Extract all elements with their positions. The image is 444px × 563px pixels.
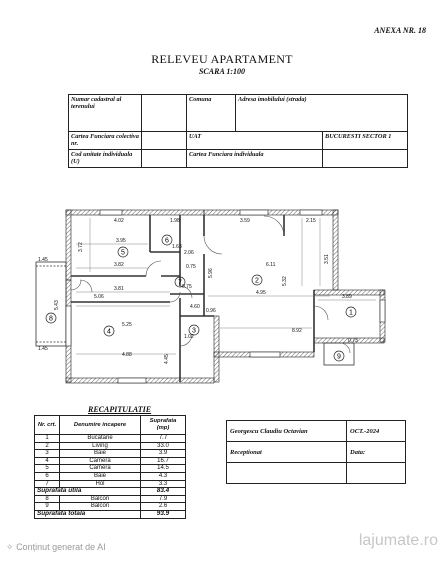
dim-label: 0.75 (186, 264, 196, 270)
room-number: 3 (192, 327, 196, 335)
dim-label: 0.96 (206, 308, 216, 314)
receptionat-label: Receptionat (227, 442, 347, 463)
dim-label: 1.45 (38, 346, 48, 352)
surveyor-name: Georgescu Claudiu Octavian (227, 421, 347, 442)
dim-label: 3.72 (78, 242, 84, 252)
dim-label: 6.11 (266, 262, 276, 268)
room-number: 7 (178, 279, 182, 287)
dim-label: 1.02 (184, 334, 194, 340)
watermark-logo: lajumate.ro (358, 532, 438, 549)
dimension-labels (38, 218, 358, 364)
dim-label: 5.43 (54, 300, 60, 310)
balcony-8 (36, 262, 66, 346)
dim-label: 3.82 (114, 262, 124, 268)
room-number: 9 (337, 353, 341, 361)
signature-space (227, 463, 347, 484)
ai-note-text: Conținut generat de AI (16, 542, 106, 552)
signature-table (226, 420, 406, 484)
uat-label: UAT (187, 132, 323, 150)
dim-label: 1.45 (38, 257, 48, 263)
sparkle-icon: ✧ (6, 542, 14, 552)
dim-label: 3.51 (324, 254, 330, 264)
annex-label: ANEXA NR. 18 (374, 26, 426, 35)
address-label: Adresa imobilului (strada) (236, 95, 408, 132)
dim-label: 5.25 (122, 322, 132, 328)
data-label: Data: (347, 442, 406, 463)
cf-collective-value (142, 132, 187, 150)
table-row: 2 Living 33.0 (35, 442, 186, 450)
dim-label: 2.15 (306, 218, 316, 224)
dim-label: 1.63 (172, 244, 182, 250)
room-numbers (46, 235, 356, 361)
useful-area-row (35, 488, 186, 496)
scale-label: SCARA 1:100 (198, 67, 245, 76)
dim-label: 5.32 (282, 276, 288, 286)
cf-individual-label: Cartea Funciara individuala (187, 150, 323, 168)
dim-label: 2.06 (184, 250, 194, 256)
room-number: 8 (49, 315, 53, 323)
dim-label: 4.02 (114, 218, 124, 224)
dim-label: 3.59 (240, 218, 250, 224)
room-number: 1 (349, 309, 353, 317)
table-row: 7 Hol 3.3 (35, 480, 186, 488)
cf-individual-value (323, 150, 408, 168)
room-number: 4 (107, 328, 111, 336)
table-row: 1 Bucatarie 7.7 (35, 435, 186, 443)
dim-label: 4.95 (256, 290, 266, 296)
table-row: 5 Camera 14.5 (35, 465, 186, 473)
useful-area-label: Suprafata utila (35, 488, 141, 496)
dim-label: 4.88 (122, 352, 132, 358)
unit-code-label: Cod unitate individuala (U) (69, 150, 142, 168)
recap-table (34, 415, 186, 519)
table-row: 3 Baie 3.9 (35, 450, 186, 458)
survey-date: OCT.-2024 (347, 421, 406, 442)
commune-label: Comuna (187, 95, 236, 132)
floor-plan (30, 206, 420, 396)
recap-header-area: Suprafata (mp) (141, 416, 186, 435)
uat-value: BUCURESTI SECTOR 1 (323, 132, 408, 150)
recap-header-nr: Nr. crt. (35, 416, 60, 435)
table-row: 4 Camera 16.7 (35, 457, 186, 465)
total-area-value: 93.9 (141, 510, 186, 518)
dim-label: 0.73 (348, 338, 358, 344)
room-number: 2 (255, 277, 259, 285)
cadastral-value (142, 95, 187, 132)
table-row: 6 Baie 4.3 (35, 472, 186, 480)
dim-label: 3.95 (116, 238, 126, 244)
document-title: RELEVEU APARTAMENT (151, 52, 293, 66)
dim-label: 4.60 (190, 304, 200, 310)
room-number: 5 (121, 249, 125, 257)
total-area-label: Suprafata totala (35, 510, 141, 518)
cf-collective-label: Cartea Funciara colectiva nr. (69, 132, 142, 150)
recap-header-name: Denumire incapere (60, 416, 141, 435)
dim-label: 3.89 (342, 294, 352, 300)
recap-title: RECAPITULATIE (88, 405, 152, 414)
info-table (68, 94, 408, 168)
total-area-row (35, 510, 186, 518)
unit-code-value (142, 150, 187, 168)
ai-generated-note (6, 542, 106, 553)
dim-label: 8.92 (292, 328, 302, 334)
dim-label: 3.81 (114, 286, 124, 292)
dim-label: 5.06 (94, 294, 104, 300)
cadastral-label: Numar cadastral al terenului (69, 95, 142, 132)
dim-label: 1.98 (170, 218, 180, 224)
table-row: 8 Balcon 7.9 (35, 495, 186, 503)
useful-area-value: 83.4 (141, 488, 186, 496)
table-row: 9 Balcon 2.6 (35, 503, 186, 511)
door-swings (71, 216, 350, 353)
signature-space-2 (347, 463, 406, 484)
dim-label: 4.45 (164, 354, 170, 364)
dim-label: 5.96 (208, 268, 214, 278)
dim-label: 0.75 (182, 284, 192, 290)
room-number: 6 (165, 237, 169, 245)
